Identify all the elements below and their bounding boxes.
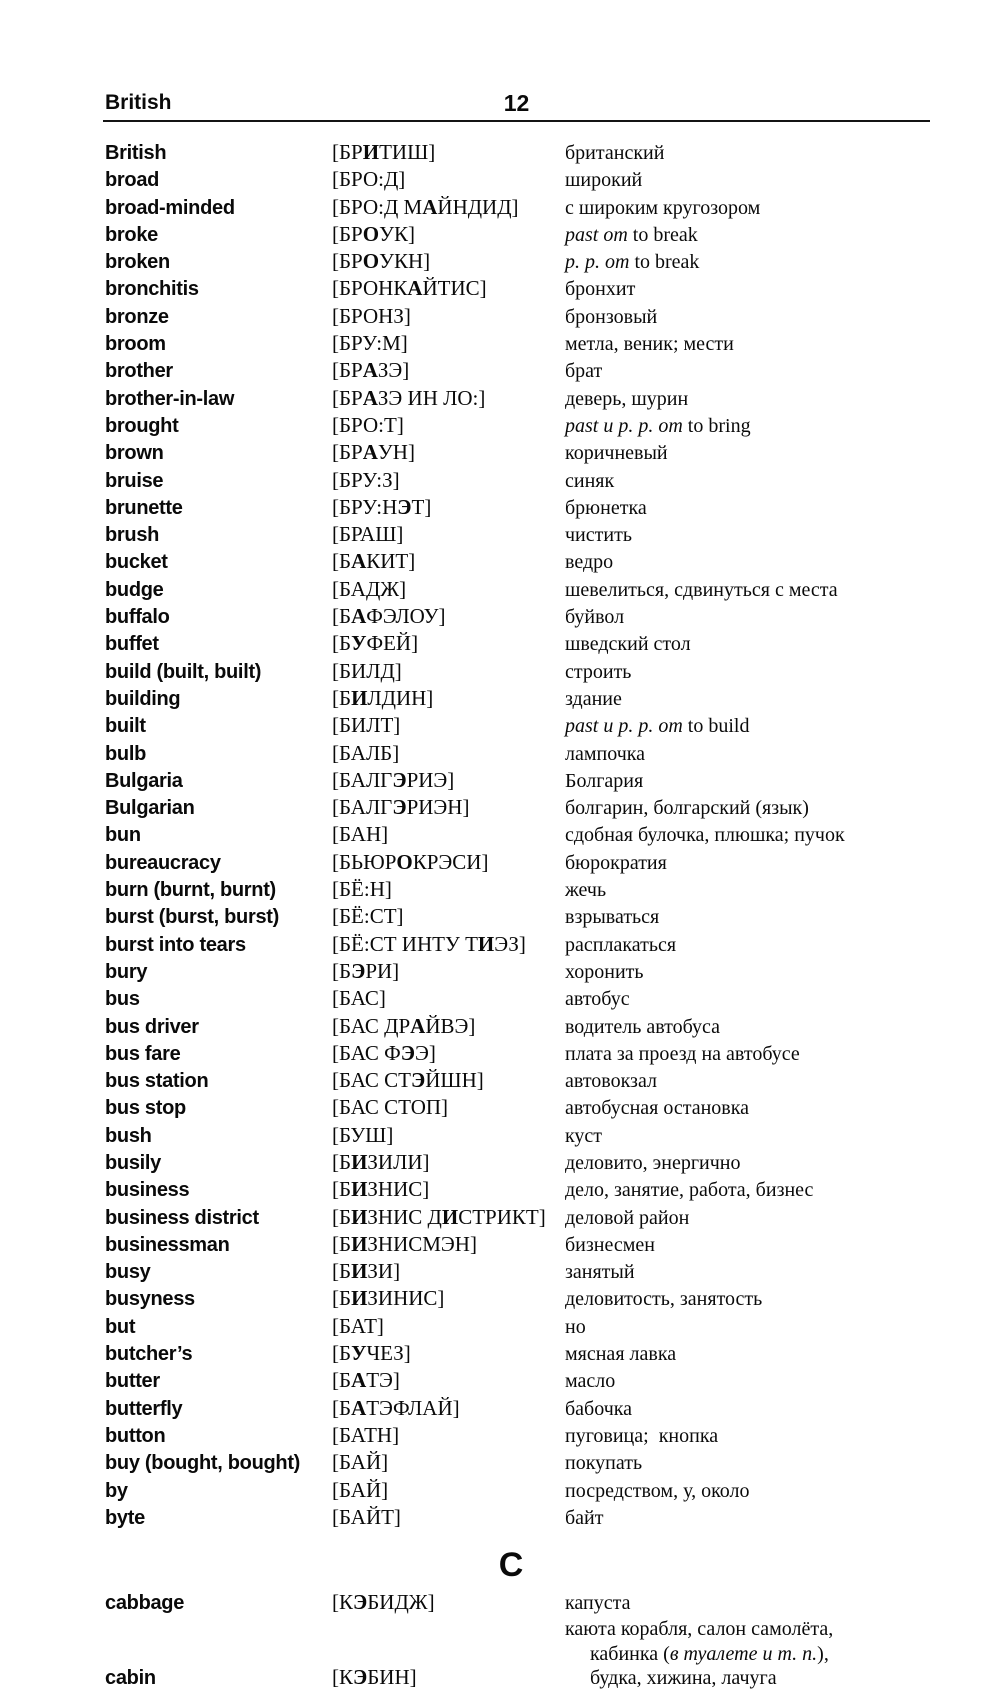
entry-transcription: [БРУ:НЭТ] <box>332 494 432 519</box>
entry-transcription: [БУЧЕЗ] <box>332 1341 411 1366</box>
entry-translation: дело, занятие, работа, бизнес <box>565 1179 814 1202</box>
entry-translation: Болгария <box>565 769 644 792</box>
entry-transcription: [КЭБИН] <box>332 1665 417 1690</box>
dictionary-entry <box>105 577 917 604</box>
entry-translation: автобусная остановка <box>565 1097 750 1120</box>
entry-transcription: [БАС ФЭЭ] <box>332 1040 436 1065</box>
entry-translation: болгарин, болгарский (язык) <box>565 797 809 820</box>
dictionary-entry <box>105 986 917 1013</box>
dictionary-entry <box>105 386 917 413</box>
entry-translation: байт <box>565 1506 604 1529</box>
dictionary-entry <box>105 195 917 222</box>
entry-translation: пуговица; кнопка <box>565 1424 719 1447</box>
dictionary-entry <box>105 522 917 549</box>
entry-translation: синяк <box>565 469 615 492</box>
entry-translation: бронхит <box>565 278 636 301</box>
entry-word: busyness <box>105 1288 195 1311</box>
entry-transcription: [БЬЮРОКРЭСИ] <box>332 849 489 874</box>
entry-word: butter <box>105 1370 160 1393</box>
entry-translation: с широким кругозором <box>565 196 761 219</box>
entry-word: Bulgarian <box>105 797 195 820</box>
entry-transcription: [БИЛД] <box>332 658 402 683</box>
dictionary-entry <box>105 440 917 467</box>
entry-word: building <box>105 687 181 710</box>
entry-transcription: [БАН] <box>332 822 389 847</box>
entry-word: brunette <box>105 496 183 519</box>
dictionary-entry <box>105 1095 917 1122</box>
dictionary-entry <box>105 1150 917 1177</box>
entry-word: busy <box>105 1261 151 1284</box>
dictionary-entry <box>105 1450 917 1477</box>
entry-translation: хоронить <box>565 960 644 983</box>
header-rule <box>103 120 930 122</box>
entry-transcription: [БАКИТ] <box>332 549 416 574</box>
entry-translation: ведро <box>565 551 614 574</box>
dictionary-entry <box>105 659 917 686</box>
entry-translation: водитель автобуса <box>565 1015 721 1038</box>
dictionary-entry <box>105 1232 917 1259</box>
dictionary-entry <box>105 276 917 303</box>
dictionary-entry <box>105 741 917 768</box>
dictionary-entry <box>105 413 917 440</box>
entry-transcription: [БУШ] <box>332 1122 394 1147</box>
entry-translation: масло <box>565 1370 616 1393</box>
dictionary-entry <box>105 495 917 522</box>
dictionary-entry <box>105 1368 917 1395</box>
dictionary-entry <box>105 768 917 795</box>
entry-translation <box>565 1617 833 1690</box>
dictionary-entry <box>105 468 917 495</box>
entry-translation: плата за проезд на автобусе <box>565 1042 800 1065</box>
dictionary-entry <box>105 604 917 631</box>
entry-transcription: [БИЗИ] <box>332 1259 401 1284</box>
dictionary-entry <box>105 822 917 849</box>
entry-translation: посредством, у, около <box>565 1479 750 1502</box>
entry-translation-line: будка, хижина, лачуга <box>590 1667 777 1690</box>
entry-translation: шведский стол <box>565 633 691 656</box>
entry-word: British <box>105 142 167 164</box>
entry-word: burst into tears <box>105 933 246 956</box>
entry-transcription: [БИЗИЛИ] <box>332 1149 430 1174</box>
entry-translation: взрываться <box>565 906 660 929</box>
entry-translation: но <box>565 1315 586 1338</box>
entry-transcription: [БРАШ] <box>332 522 404 547</box>
entry-word: bun <box>105 824 141 847</box>
dictionary-entry <box>105 1068 917 1095</box>
entry-word: broken <box>105 251 170 274</box>
entry-translation: p. p. от to break <box>565 251 700 274</box>
entry-translation-line: кабинка (в туалете и т. п.), <box>590 1642 829 1665</box>
entry-word: button <box>105 1424 166 1447</box>
dictionary-entry <box>105 686 917 713</box>
entry-word: buffet <box>105 633 159 656</box>
entry-translation: британский <box>565 142 665 164</box>
entry-transcription: [БИЗНИС] <box>332 1177 430 1202</box>
entry-word: bronze <box>105 305 169 328</box>
page-number: 12 <box>503 90 530 116</box>
entry-transcription: [БАТЭФЛАЙ] <box>332 1395 460 1420</box>
entry-transcription: [БАЛГЭРИЭН] <box>332 795 470 820</box>
entry-word: byte <box>105 1506 145 1529</box>
dictionary-entry <box>105 713 917 740</box>
dictionary-entry <box>105 1617 917 1692</box>
entry-translation: расплакаться <box>565 933 677 956</box>
dictionary-entry <box>105 1478 917 1505</box>
dictionary-entry <box>105 795 917 822</box>
entry-translation: деловитость, занятость <box>565 1288 763 1311</box>
entry-word: business <box>105 1179 190 1202</box>
entry-word: broad <box>105 169 160 192</box>
entry-translation: жечь <box>565 879 607 902</box>
entry-transcription: [БРУ:З] <box>332 467 400 492</box>
dictionary-entry <box>105 358 917 385</box>
entry-word: butcher’s <box>105 1343 193 1366</box>
dictionary-entry <box>105 249 917 276</box>
entry-transcription: [БАС СТОП] <box>332 1095 449 1120</box>
entry-translation: деловито, энергично <box>565 1151 741 1174</box>
entry-translation: коричневый <box>565 442 668 465</box>
entry-transcription: [БРО:Д МАЙНДИД] <box>332 194 519 219</box>
section-letter: C <box>498 1546 524 1585</box>
entry-word: businessman <box>105 1233 230 1256</box>
dictionary-entry <box>105 1423 917 1450</box>
entry-translation: брат <box>565 360 603 383</box>
entry-word: bury <box>105 960 148 983</box>
dictionary-entry <box>105 549 917 576</box>
entry-transcription: [БРИТИШ] <box>332 140 436 164</box>
dictionary-entry <box>105 631 917 658</box>
entry-word: brother <box>105 360 173 383</box>
entry-transcription: [БРАЗЭ] <box>332 358 410 383</box>
entry-translation: капуста <box>565 1592 631 1615</box>
entry-word: broad-minded <box>105 196 235 219</box>
entry-transcription: [КЭБИДЖ] <box>332 1590 435 1615</box>
entry-translation: бизнесмен <box>565 1233 655 1256</box>
entry-word: butterfly <box>105 1397 183 1420</box>
dictionary-entry <box>105 932 917 959</box>
entry-translation: past и p. p. от to bring <box>565 414 751 437</box>
dictionary-entry <box>105 1041 917 1068</box>
entry-translation: автовокзал <box>565 1070 657 1093</box>
entry-transcription: [БИЗНИС ДИСТРИКТ] <box>332 1204 546 1229</box>
entry-translation: куст <box>565 1124 603 1147</box>
entry-transcription: [БРОНКАЙТИС] <box>332 276 487 301</box>
dictionary-entry <box>105 1590 917 1617</box>
entry-transcription: [БАЙТ] <box>332 1504 401 1529</box>
entry-translation: занятый <box>565 1261 635 1284</box>
entry-translation: брюнетка <box>565 496 647 519</box>
entry-word: budge <box>105 578 164 601</box>
entry-translation: шевелиться, сдвинуться с места <box>565 578 838 601</box>
dictionary-entry <box>105 1286 917 1313</box>
dictionary-entry <box>105 140 917 167</box>
entry-transcription: [БАЛГЭРИЭ] <box>332 767 455 792</box>
entry-transcription: [БУФЕЙ] <box>332 631 419 656</box>
dictionary-entry <box>105 304 917 331</box>
entry-transcription: [БИЗНИСМЭН] <box>332 1231 477 1256</box>
entry-transcription: [БЁ:Н] <box>332 877 392 902</box>
entry-translation: буйвол <box>565 606 625 629</box>
entry-translation-line: каюта корабля, салон самолёта, <box>565 1618 834 1641</box>
entry-word: by <box>105 1479 128 1502</box>
entry-word: bus fare <box>105 1042 181 1065</box>
entry-transcription: [БАС ДРАЙВЭ] <box>332 1013 476 1038</box>
entry-transcription: [БИЛДИН] <box>332 685 434 710</box>
entry-transcription: [БРОНЗ] <box>332 303 411 328</box>
entry-word: burst (burst, burst) <box>105 906 279 929</box>
dictionary-entry <box>105 1341 917 1368</box>
entry-translation: метла, веник; мести <box>565 333 734 356</box>
entry-translation: автобус <box>565 988 630 1011</box>
entry-word: Bulgaria <box>105 769 183 792</box>
dictionary-entry <box>105 1259 917 1286</box>
entry-transcription: [БАЙ] <box>332 1450 389 1475</box>
entry-transcription: [БАТ] <box>332 1313 384 1338</box>
entry-word: cabin <box>105 1667 156 1690</box>
entry-word: cabbage <box>105 1592 185 1615</box>
dictionary-entry <box>105 167 917 194</box>
entry-transcription: [БАС СТЭЙШН] <box>332 1068 484 1093</box>
entry-word: bronchitis <box>105 278 199 301</box>
entry-translation: строить <box>565 660 632 683</box>
entry-word: buy (bought, bought) <box>105 1452 301 1475</box>
entry-word: bucket <box>105 551 168 574</box>
entry-transcription: [БАЛБ] <box>332 740 400 765</box>
dictionary-entry <box>105 331 917 358</box>
dictionary-entry <box>105 1123 917 1150</box>
entry-word: bus station <box>105 1070 209 1093</box>
entry-transcription: [БРОУКН] <box>332 249 431 274</box>
dictionary-entry <box>105 1396 917 1423</box>
entry-transcription: [БАФЭЛОУ] <box>332 604 446 629</box>
entry-transcription: [БАЙ] <box>332 1477 389 1502</box>
entry-transcription: [БИЗИНИС] <box>332 1286 445 1311</box>
dictionary-entry <box>105 850 917 877</box>
entry-transcription: [БИЛТ] <box>332 713 401 738</box>
entry-word: broom <box>105 333 166 356</box>
entry-translation: бабочка <box>565 1397 633 1420</box>
entry-word: bureaucracy <box>105 851 221 874</box>
dictionary-entry <box>105 222 917 249</box>
dictionary-entry <box>105 877 917 904</box>
entry-word: bruise <box>105 469 164 492</box>
entry-translation: бюрократия <box>565 851 667 874</box>
entry-transcription: [БАДЖ] <box>332 576 407 601</box>
dictionary-entry <box>105 1177 917 1204</box>
entry-transcription: [БРАЗЭ ИН ЛО:] <box>332 385 486 410</box>
entry-transcription: [БРАУН] <box>332 440 415 465</box>
entry-translation: деловой район <box>565 1206 690 1229</box>
entry-word: brought <box>105 414 179 437</box>
dictionary-entry <box>105 904 917 931</box>
entry-translation: деверь, шурин <box>565 387 689 410</box>
dictionary-entry <box>105 1314 917 1341</box>
entry-transcription: [БРО:Д] <box>332 167 406 192</box>
entry-word: brother-in-law <box>105 387 235 410</box>
entry-translation: чистить <box>565 524 632 547</box>
entry-word: bus <box>105 988 140 1011</box>
entry-word: bulb <box>105 742 147 765</box>
dictionary-entry <box>105 1014 917 1041</box>
entry-word: brush <box>105 524 160 547</box>
entry-translation: сдобная булочка, плюшка; пучок <box>565 824 845 847</box>
entry-word: broke <box>105 223 158 246</box>
entry-word: brown <box>105 442 164 465</box>
entry-transcription: [БАС] <box>332 986 386 1011</box>
entry-word: but <box>105 1315 136 1338</box>
entry-word: buffalo <box>105 606 170 629</box>
entry-transcription: [БЁ:СТ ИНТУ ТИЭЗ] <box>332 931 526 956</box>
entry-transcription: [БРУ:М] <box>332 331 408 356</box>
entry-word: built <box>105 715 146 738</box>
entry-transcription: [БРОУК] <box>332 221 415 246</box>
entry-translation: бронзовый <box>565 305 658 328</box>
entry-word: bus stop <box>105 1097 186 1120</box>
entry-word: bush <box>105 1124 152 1147</box>
entry-translation: широкий <box>565 169 643 192</box>
entries-list <box>105 140 917 1692</box>
entry-translation: мясная лавка <box>565 1343 677 1366</box>
entry-translation: past и p. p. от to build <box>565 715 750 738</box>
entry-word: business district <box>105 1206 259 1229</box>
entry-transcription: [БАТН] <box>332 1422 400 1447</box>
entry-word: bus driver <box>105 1015 199 1038</box>
entry-translation: лампочка <box>565 742 646 765</box>
entry-word: build (built, built) <box>105 660 262 683</box>
entry-transcription: [БАТЭ] <box>332 1368 400 1393</box>
entry-word: busily <box>105 1151 161 1174</box>
entry-translation: здание <box>565 687 622 710</box>
page-header <box>103 92 930 118</box>
entry-transcription: [БЁ:СТ] <box>332 904 404 929</box>
entry-word: burn (burnt, burnt) <box>105 879 276 902</box>
entry-transcription: [БРО:Т] <box>332 412 404 437</box>
dictionary-entry <box>105 1505 917 1532</box>
dictionary-entry <box>105 1205 917 1232</box>
running-head: British <box>105 91 172 114</box>
entry-transcription: [БЭРИ] <box>332 958 400 983</box>
entry-translation: past от to break <box>565 223 698 246</box>
dictionary-entry <box>105 959 917 986</box>
entry-translation: покупать <box>565 1452 643 1475</box>
